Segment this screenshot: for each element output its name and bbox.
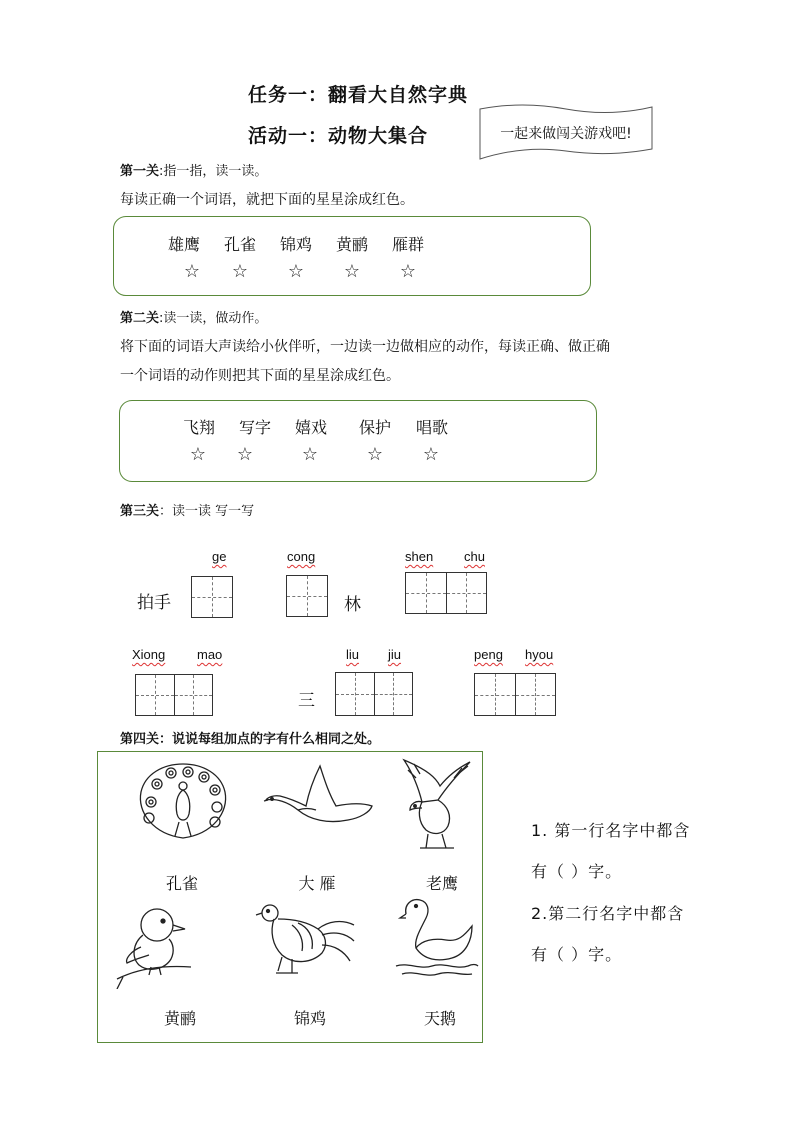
question1-line1: 1. 第一行名字中都含 bbox=[531, 821, 691, 840]
writing-grid[interactable] bbox=[191, 576, 233, 618]
level1-word: 雁群 bbox=[391, 235, 424, 254]
level2-label: 第二关 bbox=[120, 311, 160, 326]
pinyin-label: hyou bbox=[525, 647, 554, 662]
pinyin-label: shen bbox=[405, 549, 434, 564]
pinyin-label: ge bbox=[212, 549, 227, 564]
pinyin-label: jiu bbox=[388, 647, 402, 662]
writing-grid[interactable] bbox=[286, 575, 328, 617]
level2-instruction-line1: 将下面的词语大声读给小伙伴听，一边读一边做相应的动作，每读正确、做正确 bbox=[120, 339, 610, 355]
banner bbox=[478, 103, 654, 161]
pinyin-label: Xiong bbox=[132, 647, 166, 662]
goose-icon bbox=[262, 762, 374, 834]
bird-name: 黄鹂 bbox=[163, 1009, 196, 1028]
level1-heading bbox=[120, 160, 267, 179]
level2-word-box bbox=[119, 400, 597, 482]
star-icon[interactable]: ☆ bbox=[422, 444, 440, 465]
writing-grid[interactable] bbox=[405, 572, 487, 614]
star-icon[interactable]: ☆ bbox=[366, 444, 384, 465]
level1-label: 第一关 bbox=[120, 164, 160, 179]
level2-word: 嬉戏 bbox=[294, 418, 327, 437]
question2-line2: 有（ ）字。 bbox=[531, 945, 623, 964]
bird-name: 锦鸡 bbox=[293, 1009, 326, 1028]
task-title: 任务一：翻看大自然字典 bbox=[248, 84, 469, 106]
level2-word: 写字 bbox=[238, 418, 271, 437]
golden-pheasant-icon bbox=[252, 895, 356, 977]
level2-word: 保护 bbox=[358, 418, 391, 437]
level2-word: 飞翔 bbox=[182, 418, 215, 437]
star-icon[interactable]: ☆ bbox=[343, 261, 361, 282]
level1-instruction: 每读正确一个词语，就把下面的星星涂成红色。 bbox=[120, 192, 414, 208]
star-icon[interactable]: ☆ bbox=[301, 444, 319, 465]
star-icon[interactable]: ☆ bbox=[236, 444, 254, 465]
level1-word: 雄鹰 bbox=[167, 235, 200, 254]
word-prefix: 三 bbox=[298, 691, 315, 711]
level2-subtitle: :读一读，做动作。 bbox=[159, 311, 268, 326]
level1-word: 黄鹂 bbox=[335, 235, 368, 254]
bird-name: 老鹰 bbox=[425, 874, 458, 893]
peacock-icon bbox=[133, 760, 233, 844]
level2-heading bbox=[120, 307, 267, 326]
level4-label: 第四关 bbox=[120, 732, 160, 747]
banner-text: 一起来做闯关游戏吧! bbox=[500, 126, 632, 142]
bird-name: 天鹅 bbox=[423, 1009, 456, 1028]
writing-grid[interactable] bbox=[474, 673, 556, 716]
pinyin-label: peng bbox=[474, 647, 503, 662]
star-icon[interactable]: ☆ bbox=[287, 261, 305, 282]
eagle-icon bbox=[398, 756, 474, 854]
level3-subtitle: ：读一读 写一写 bbox=[159, 504, 255, 519]
level4-subtitle: ：说说每组加点的字有什么相同之处。 bbox=[159, 732, 381, 747]
word-suffix: 林 bbox=[344, 595, 361, 615]
bird-name: 大 雁 bbox=[298, 874, 336, 893]
pinyin-label: liu bbox=[346, 647, 360, 662]
level3-heading bbox=[120, 500, 254, 519]
pinyin-label: chu bbox=[464, 549, 485, 564]
word-prefix: 拍手 bbox=[137, 593, 171, 613]
level2-instruction-line2: 一个词语的动作则把其下面的星星涂成红色。 bbox=[120, 368, 400, 384]
level1-word: 孔雀 bbox=[223, 235, 256, 254]
star-icon[interactable]: ☆ bbox=[189, 444, 207, 465]
level1-word: 锦鸡 bbox=[279, 235, 312, 254]
level3-label: 第三关 bbox=[120, 504, 160, 519]
question2-line1: 2.第二行名字中都含 bbox=[531, 904, 685, 923]
star-icon[interactable]: ☆ bbox=[231, 261, 249, 282]
writing-grid[interactable] bbox=[335, 672, 413, 716]
pinyin-label: cong bbox=[287, 549, 316, 564]
oriole-icon bbox=[113, 903, 195, 989]
bird-name: 孔雀 bbox=[165, 874, 198, 893]
level4-heading bbox=[120, 728, 380, 747]
pinyin-label: mao bbox=[197, 647, 223, 662]
writing-grid[interactable] bbox=[135, 674, 213, 716]
level2-word: 唱歌 bbox=[415, 418, 448, 437]
star-icon[interactable]: ☆ bbox=[183, 261, 201, 282]
star-icon[interactable]: ☆ bbox=[399, 261, 417, 282]
question1-line2: 有（ ）字。 bbox=[531, 862, 623, 881]
swan-icon bbox=[392, 896, 480, 980]
level1-subtitle: :指一指，读一读。 bbox=[159, 164, 268, 179]
level1-word-box bbox=[113, 216, 591, 296]
activity-title: 活动一：动物大集合 bbox=[248, 125, 429, 147]
